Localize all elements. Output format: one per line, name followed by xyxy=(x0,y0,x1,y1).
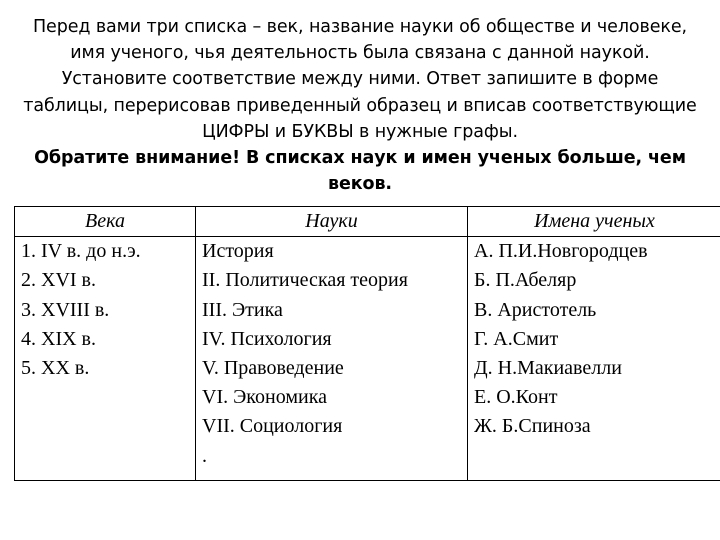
scientist-item: В. Аристотель xyxy=(474,298,597,321)
century-item: 5. XX в. xyxy=(21,357,90,380)
science-item: История xyxy=(202,240,274,263)
science-item: III. Этика xyxy=(202,298,283,321)
science-item: VII. Социология xyxy=(202,415,343,438)
century-item: 4. XIX в. xyxy=(21,327,96,350)
table-body-row xyxy=(15,237,720,481)
science-item: II. Политическая теория xyxy=(202,269,408,292)
scientist-item: Г. А.Смит xyxy=(474,327,559,350)
scientist-item: Б. П.Абеляр xyxy=(474,269,577,292)
science-item: VI. Экономика xyxy=(202,386,327,409)
task-text: Перед вами три списка – век, название науки об обществе и человеке, имя ученого, чья деятельность была связана с данной наукой. Установите соответствие между ними. Ответ запишите в форме таблицы, перерисовав приведенный образец и вписав соответствующие ЦИФРЫ и БУКВЫ в нужные графы. xyxy=(23,17,697,142)
scientist-item: Е. О.Конт xyxy=(474,386,558,409)
header-scientists: Имена ученых xyxy=(468,207,720,237)
science-item: . xyxy=(202,444,207,467)
science-item: IV. Психология xyxy=(202,327,332,350)
century-item: 1. IV в. до н.э. xyxy=(21,240,141,263)
task-instructions xyxy=(20,14,700,197)
table-header-row xyxy=(15,207,720,237)
task-note: Обратите внимание! В списках наук и имен ученых больше, чем веков. xyxy=(34,148,686,195)
matching-table xyxy=(14,206,720,481)
century-item: 2. XVI в. xyxy=(21,269,96,292)
scientist-item: Ж. Б.Спиноза xyxy=(474,415,591,438)
science-item: V. Правоведение xyxy=(202,357,344,380)
centuries-column xyxy=(15,237,196,481)
header-sciences: Науки xyxy=(196,207,468,237)
header-centuries: Века xyxy=(15,207,196,237)
sciences-column xyxy=(196,237,468,481)
scientists-column xyxy=(468,237,720,481)
century-item: 3. XVIII в. xyxy=(21,298,110,321)
scientist-item: Д. Н.Макиавелли xyxy=(474,357,622,380)
scientist-item: А. П.И.Новгородцев xyxy=(474,240,648,263)
